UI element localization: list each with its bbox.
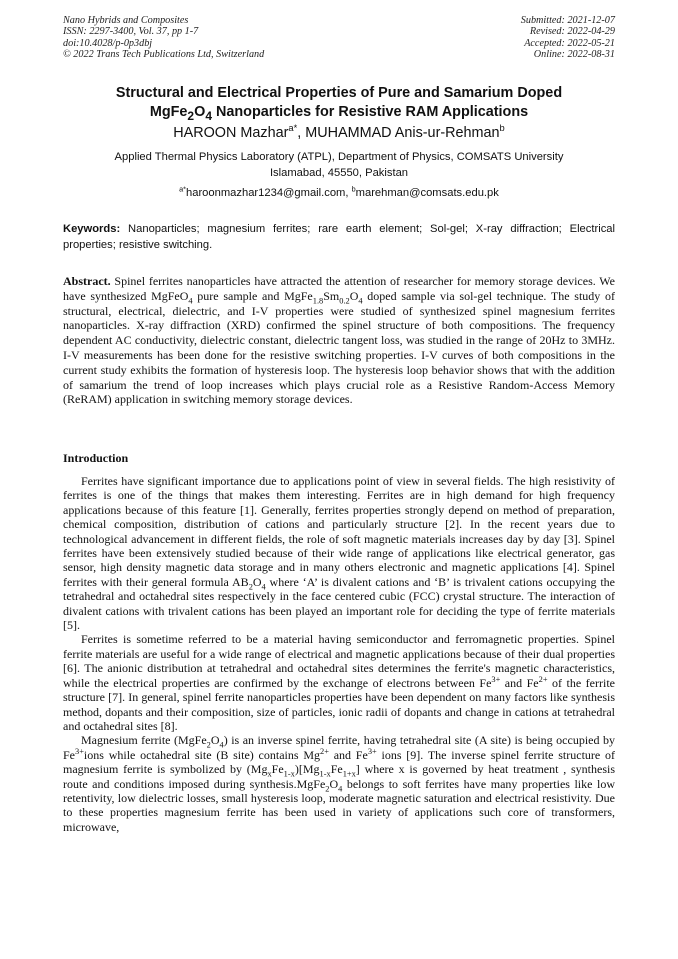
date-revised: Revised: 2022-04-29 xyxy=(529,26,615,38)
introduction-body xyxy=(63,474,615,834)
email-link[interactable]: marehman@comsats.edu.pk xyxy=(355,187,499,199)
section-heading: Introduction xyxy=(63,451,129,465)
keywords-label: Keywords: xyxy=(63,223,121,235)
author-mark: a* xyxy=(288,123,298,134)
author-mark: b xyxy=(499,123,505,134)
journal-doi: doi:10.4028/p-0p3dbj xyxy=(63,37,153,49)
submission-dates xyxy=(521,15,615,60)
title-line-1: Structural and Electrical Properties of Pure and Samarium Doped xyxy=(115,85,563,101)
abstract-label: Abstract. xyxy=(63,274,111,288)
email-link[interactable]: haroonmazhar1234@gmail.com xyxy=(186,187,346,199)
keywords-text: Nanoparticles; magnesium ferrites; rare earth element; Sol-gel; X-ray diffraction; Electrical properties; resistive switching. xyxy=(63,223,615,252)
date-online: Online: 2022-08-31 xyxy=(533,48,615,60)
journal-copyright: © 2022 Trans Tech Publications Ltd, Switzerland xyxy=(63,48,265,60)
paragraph: Ferrites have significant importance due to applications point of view in several fields. The high resistivity of ferrites is one of the things that makes them interesting. Ferrites are in high demand for high frequency applications because of this feature [1]. Generally, ferrites properties strongly depend on method of preparation, chemical composition, distribution of cations and particularly structure [2]. In the recent years due to technological advancement in different fields, the role of soft magnetic materials increases day by day [3]. Spinel ferrites have been extensively studied because of their wide range of applications like electrical generator, gas sensor, high density magnetic data storage and in many others electronic and magnetic applications [4]. Spinel ferrites with their general formula $AB_2O_4$ where ‘A’ is divalent cations and ‘B’ is trivalent cations occupying the tetrahedral and octahedral sites respectively in the face centered cubic (FCC) crystal structure. The interaction of divalent cations with trivalent cations has been played an important role for deciding the type of ferrite materials [5]. xyxy=(63,474,615,633)
paragraph: Magnesium ferrite $(MgFe_2O_4)$ is an inverse spinel ferrite, having tetrahedral site (A site) is being occupied by $Fe^{3+}ions$ while octahedral site (B site) contains $Mg^{2+}$ and $Fe^{3+}$ ions [9]. The inverse spinel ferrite structure of magnesium ferrite is symbolized by $(Mg_xFe_{1-x})[Mg_{1-x}Fe_{1+x}]$ where x is governed by heat treatment , synthesis route and conditions imposed during $synthesis.MgFe_2O_4$ belongs to soft ferrites have many properties like low retentivity, low dielectric losses, small hysteresis loop, moderate magnetic saturation and electrical resistivity. Due to these properties magnesium ferrite has been used in variety of applications such core of transformers, microwave, xyxy=(63,733,616,834)
author-list: HAROON Mazhar$^{a*}$, MUHAMMAD Anis-ur-Rehman$^b$ xyxy=(173,123,505,141)
keywords xyxy=(63,221,615,254)
abstract: Abstract. Spinel ferrites nanoparticles have attracted the attention of researcher for memory storage devices. We have synthesized MgFeO$_4$ pure sample and $MgFe_{1.8}Sm_{0.2}O_4$ doped sample via sol-gel technique. The study of structural, electrical, dielectric, and I-V properties were studied of synthesized spinel magnesium ferrites nanoparticles. X-ray diffraction (XRD) confirmed the spinel structure of both compositions. The frequency dependent AC conductivity, dielectric constant, dielectric tangent loss, was studied in the range of 20Hz to 3MHz. I-V measurements has been done for the resistive switching properties. I-V curves of both compositions in the current study exhibits the formation of hysteresis loop. The hysteresis loop behavior shows that with the addition of samarium the trend of loop increases which plays crucial role as a Resistive Random-Access Memory (ReRAM) application in switching memory storage devices. xyxy=(63,274,615,407)
journal-info xyxy=(63,15,264,60)
author-emails: $^{a*}$haroonmazhar1234@gmail.com, $^b$marehman@comsats.edu.pk xyxy=(179,184,499,199)
journal-issn: ISSN: 2297-3400, Vol. 37, pp 1-7 xyxy=(63,26,199,38)
journal-name: Nano Hybrids and Composites xyxy=(63,15,189,26)
title-line-2: $MgFe_2O_4$ Nanoparticles for Resistive RAM Applications xyxy=(149,103,529,123)
date-accepted: Accepted: 2022-05-21 xyxy=(524,37,615,49)
author-name: HAROON Mazhar xyxy=(173,125,289,141)
affiliation: Applied Thermal Physics Laboratory (ATPL), Department of Physics, COMSATS University Islamabad, 45550, Pakistan xyxy=(114,151,564,179)
paragraph: Ferrites is sometime referred to be a material having semiconductor and ferromagnetic properties. Spinel ferrite materials are useful for a wide range of electrical and magnetic applications because of their dual properties [6]. The anionic distribution at tetrahedral and octahedral sites determines the ferrite's magnetic characteristics, while the electrical properties are confirmed by the exchange of electrons between $Fe^{3+}$ and $Fe^{2+}$ of the ferrite structure [7]. In general, spinel ferrite nanoparticles properties have been dependent on many factors like synthesis method, dopants and their composition, size of particles, ionic radii of dopants and change in cations at tetrahedral and octahedral sites [8]. xyxy=(63,632,615,733)
paper-title xyxy=(63,84,615,121)
author-name: MUHAMMAD Anis-ur-Rehman xyxy=(305,125,500,141)
date-submitted: Submitted: 2021-12-07 xyxy=(520,15,615,26)
